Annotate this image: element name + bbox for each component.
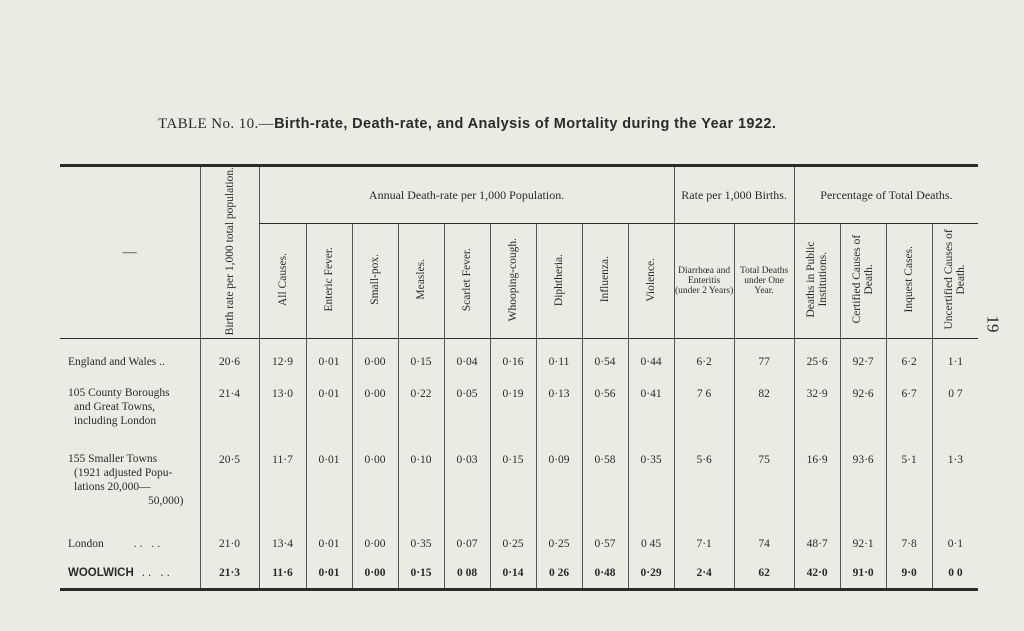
value-cell: 48·7: [794, 530, 840, 558]
value-cell: 92·7: [840, 339, 886, 385]
value-cell: 0·44: [628, 339, 674, 385]
value-cell: 0·01: [306, 450, 352, 530]
value-cell: 0·29: [628, 558, 674, 590]
value-cell: 0·22: [398, 384, 444, 450]
value-cell: 5·6: [674, 450, 734, 530]
area-cell: London .. ..: [68, 538, 164, 551]
value-cell: 7·1: [674, 530, 734, 558]
value-cell: 0·01: [306, 384, 352, 450]
total-deaths-under-one-header: Total Deaths under One Year.: [734, 223, 794, 339]
table-row: [60, 339, 978, 385]
value-cell: 20·6: [200, 339, 259, 385]
value-cell: 13·4: [259, 530, 306, 558]
value-cell: 0·00: [352, 530, 398, 558]
value-cell: 0·10: [398, 450, 444, 530]
value-cell: 6·2: [886, 339, 932, 385]
annual-death-rate-header: Annual Death-rate per 1,000 Population.: [259, 166, 674, 224]
smallpox-header: Small-pox.: [352, 223, 398, 339]
value-cell: 77: [734, 339, 794, 385]
diarrhoea-header: Diarrhœa and Enteritis (under 2 Years): [674, 223, 734, 339]
value-cell: 5·1: [886, 450, 932, 530]
value-cell: 0·15: [398, 339, 444, 385]
table-row: [60, 384, 978, 450]
certified-causes-header: Certified Causes of Death.: [840, 223, 886, 339]
value-cell: 0·41: [628, 384, 674, 450]
value-cell: 0·05: [444, 384, 490, 450]
page-number: 19: [983, 315, 1003, 333]
value-cell: 0 45: [628, 530, 674, 558]
area-cell: WOOLWICH .. ..: [60, 558, 200, 590]
table-row: [60, 558, 978, 590]
value-cell: 11·7: [259, 450, 306, 530]
value-cell: 1·1: [932, 339, 978, 385]
value-cell: 0·03: [444, 450, 490, 530]
value-cell: 0·00: [352, 450, 398, 530]
value-cell: 7 6: [674, 384, 734, 450]
deaths-public-institutions-header: Deaths in Public Institutions.: [794, 223, 840, 339]
all-causes-header: All Causes.: [259, 223, 306, 339]
value-cell: 0·01: [306, 339, 352, 385]
area-cell: 155 Smaller Towns (1921 adjusted Popu- lations 20,000— 50,000): [68, 453, 184, 508]
whooping-cough-header: Whooping-cough.: [490, 223, 536, 339]
value-cell: 0·00: [352, 339, 398, 385]
value-cell: 74: [734, 530, 794, 558]
value-cell: 0 7: [932, 384, 978, 450]
measles-header: Measles.: [398, 223, 444, 339]
value-cell: 25·6: [794, 339, 840, 385]
value-cell: 6·7: [886, 384, 932, 450]
value-cell: 0·25: [536, 530, 582, 558]
value-cell: 0·09: [536, 450, 582, 530]
value-cell: 0·00: [352, 384, 398, 450]
table-row: [60, 450, 978, 530]
value-cell: 0·11: [536, 339, 582, 385]
violence-header: Violence.: [628, 223, 674, 339]
value-cell: 82: [734, 384, 794, 450]
value-cell: 0 26: [536, 558, 582, 590]
value-cell: 0·04: [444, 339, 490, 385]
value-cell: 32·9: [794, 384, 840, 450]
table-row: [60, 530, 978, 558]
uncertified-causes-header: Uncertified Causes of Death.: [932, 223, 978, 339]
value-cell: 21·3: [200, 558, 259, 590]
value-cell: 0·07: [444, 530, 490, 558]
value-cell: 2·4: [674, 558, 734, 590]
value-cell: 0 0: [932, 558, 978, 590]
value-cell: 16·9: [794, 450, 840, 530]
table-title: [158, 116, 918, 133]
table-caption: Birth-rate, Death-rate, and Analysis of Mortality during the Year 1922.: [274, 116, 777, 132]
value-cell: 13·0: [259, 384, 306, 450]
value-cell: 0·16: [490, 339, 536, 385]
area-cell: 105 County Boroughs and Great Towns, including London: [68, 387, 170, 428]
value-cell: 0·1: [932, 530, 978, 558]
value-cell: 0·57: [582, 530, 628, 558]
value-cell: 21·4: [200, 384, 259, 450]
table-number: TABLE No. 10.—: [158, 116, 275, 132]
value-cell: 21·0: [200, 530, 259, 558]
value-cell: 0·35: [628, 450, 674, 530]
value-cell: 0·15: [398, 558, 444, 590]
value-cell: 0·14: [490, 558, 536, 590]
rate-per-births-header: Rate per 1,000 Births.: [674, 166, 794, 224]
diphtheria-header: Diphtheria.: [536, 223, 582, 339]
area-cell: England and Wales ..: [68, 355, 165, 368]
value-cell: 20·5: [200, 450, 259, 530]
value-cell: 0·54: [582, 339, 628, 385]
value-cell: 93·6: [840, 450, 886, 530]
value-cell: 12·9: [259, 339, 306, 385]
value-cell: 91·0: [840, 558, 886, 590]
value-cell: 1·3: [932, 450, 978, 530]
value-cell: 75: [734, 450, 794, 530]
value-cell: 0·56: [582, 384, 628, 450]
value-cell: 7·8: [886, 530, 932, 558]
birth-rate-header: Birth rate per 1,000 total population.: [200, 166, 259, 339]
mortality-table: [60, 164, 978, 591]
influenza-header: Influenza.: [582, 223, 628, 339]
value-cell: 0·15: [490, 450, 536, 530]
value-cell: 0·48: [582, 558, 628, 590]
value-cell: 92·1: [840, 530, 886, 558]
value-cell: 0·25: [490, 530, 536, 558]
value-cell: 6·2: [674, 339, 734, 385]
value-cell: 0·58: [582, 450, 628, 530]
value-cell: 62: [734, 558, 794, 590]
value-cell: 0·00: [352, 558, 398, 590]
scarlet-fever-header: Scarlet Fever.: [444, 223, 490, 339]
inquest-cases-header: Inquest Cases.: [886, 223, 932, 339]
percentage-deaths-header: Percentage of Total Deaths.: [794, 166, 978, 224]
value-cell: 42·0: [794, 558, 840, 590]
value-cell: 0·35: [398, 530, 444, 558]
value-cell: 0·13: [536, 384, 582, 450]
enteric-fever-header: Enteric Fever.: [306, 223, 352, 339]
area-header: —: [60, 166, 200, 339]
value-cell: 11·6: [259, 558, 306, 590]
value-cell: 0·01: [306, 558, 352, 590]
value-cell: 92·6: [840, 384, 886, 450]
value-cell: 0·19: [490, 384, 536, 450]
value-cell: 0·01: [306, 530, 352, 558]
value-cell: 0 08: [444, 558, 490, 590]
value-cell: 9·0: [886, 558, 932, 590]
